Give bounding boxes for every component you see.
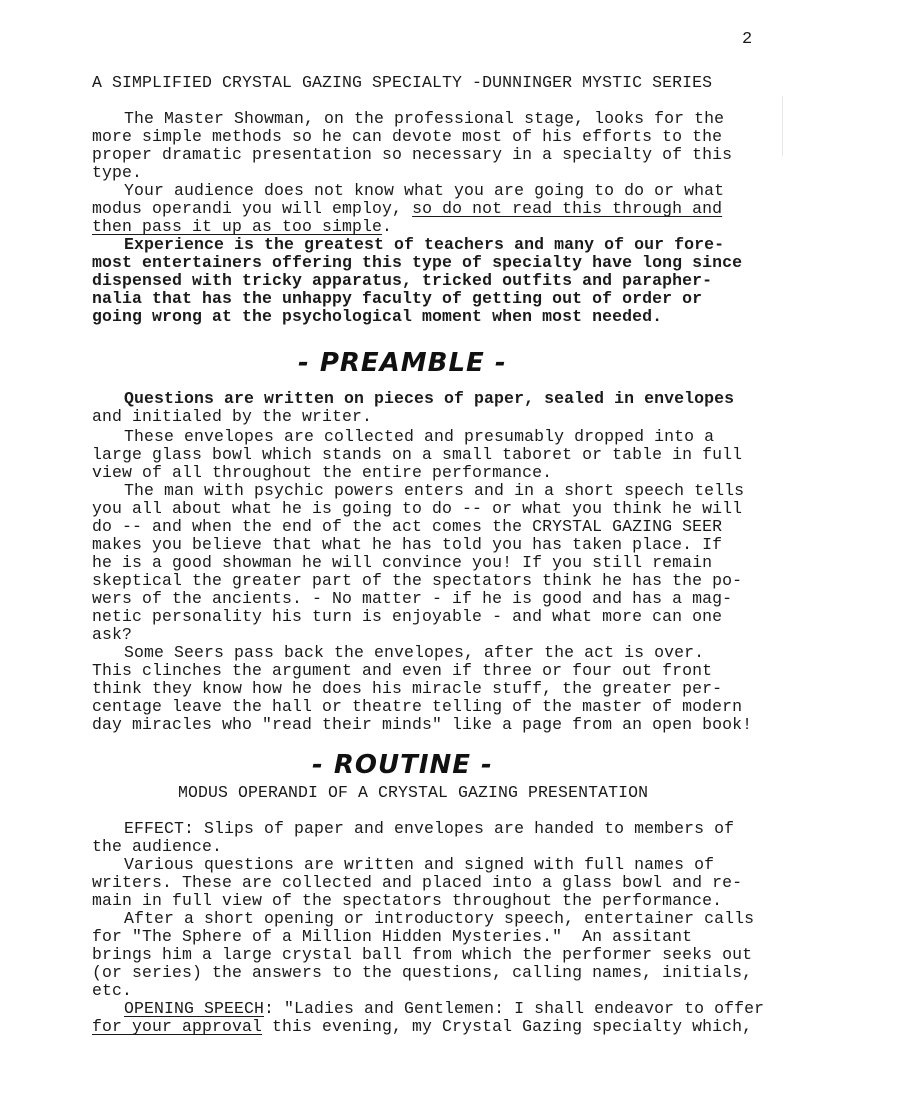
preamble-line: he is a good showman he will convince you! If you still remain [92,553,713,572]
bold-intro-line: going wrong at the psychological moment when most needed. [92,307,663,326]
intro-line: The Master Showman, on the professional stage, looks for the [124,109,725,128]
routine-line: brings him a large crystal ball from which the performer seeks out [92,945,753,964]
opening-speech-text: this evening, my Crystal Gazing specialty which, [262,1017,753,1036]
bold-intro-line: dispensed with tricky apparatus, tricked outfits and parapher- [92,271,713,290]
preamble-line: centage leave the hall or theatre telling of the master of modern [92,697,743,716]
underlined-emphasis: then pass it up as too simple [92,217,383,236]
preamble-line: These envelopes are collected and presumably dropped into a [124,427,715,446]
intro-line-mixed [92,200,722,218]
bold-intro-line: Experience is the greatest of teachers and many of our fore- [124,235,725,254]
preamble-line: skeptical the greater part of the spectators think he has the po- [92,571,743,590]
underlined-emphasis: so do not read this through and [412,199,723,218]
opening-speech-label: OPENING SPEECH [124,999,265,1018]
preamble-line: do -- and when the end of the act comes the CRYSTAL GAZING SEER [92,517,723,536]
preamble-line: view of all throughout the entire performance. [92,463,553,482]
bold-intro-line: most entertainers offering this type of specialty have long since [92,253,743,272]
preamble-line: large glass bowl which stands on a small taboret or table in full [92,445,743,464]
routine-line: writers. These are collected and placed into a glass bowl and re- [92,873,743,892]
preamble-line: netic personality his turn is enjoyable - and what more can one [92,607,723,626]
routine-line: main in full view of the spectators throughout the performance. [92,891,723,910]
routine-subtitle: MODUS OPERANDI OF A CRYSTAL GAZING PRESENTATION [178,783,649,802]
intro-line: type. [92,163,143,182]
intro-line: more simple methods so he can devote most of his efforts to the [92,127,723,146]
preamble-line: This clinches the argument and even if three or four out front [92,661,713,680]
routine-line: for "The Sphere of a Million Hidden Mysteries." An assitant [92,927,693,946]
routine-line: (or series) the answers to the questions, calling names, initials, [92,963,753,982]
bold-intro-line: nalia that has the unhappy faculty of getting out of order or [92,289,703,308]
preamble-line: day miracles who "read their minds" like a page from an open book! [92,715,753,734]
intro-text: . [382,217,393,236]
underlined-emphasis: for your approval [92,1017,263,1036]
preamble-line: think they know how he does his miracle stuff, the greater per- [92,679,723,698]
preamble-line: Some Seers pass back the envelopes, after the act is over. [124,643,705,662]
preamble-line: Questions are written on pieces of paper, sealed in envelopes [124,389,735,408]
opening-speech-line [124,1000,764,1018]
routine-line: EFFECT: Slips of paper and envelopes are handed to members of [124,819,735,838]
preamble-line: The man with psychic powers enters and in a short speech tells [124,481,745,500]
preamble-line: you all about what he is going to do -- or what you think he will [92,499,743,518]
opening-speech-line [92,1018,752,1036]
preamble-heading: - PREAMBLE - [298,348,507,378]
preamble-line: ask? [92,625,133,644]
series-title: A SIMPLIFIED CRYSTAL GAZING SPECIALTY -DUNNINGER MYSTIC SERIES [92,73,713,92]
opening-speech-text: : "Ladies and Gentlemen: I shall endeavor to offer [264,999,765,1018]
preamble-line: and initialed by the writer. [92,407,373,426]
routine-line: etc. [92,981,133,1000]
intro-line-mixed [92,218,392,236]
margin-rule [782,96,783,156]
routine-line: Various questions are written and signed with full names of [124,855,715,874]
routine-line: After a short opening or introductory speech, entertainer calls [124,909,755,928]
routine-heading: - ROUTINE - [312,750,493,780]
intro-text: modus operandi you will employ, [92,199,413,218]
preamble-line: wers of the ancients. - No matter - if he is good and has a mag- [92,589,733,608]
page-number: 2 [742,30,753,49]
intro-line: proper dramatic presentation so necessary in a specialty of this [92,145,733,164]
routine-line: the audience. [92,837,223,856]
preamble-line: makes you believe that what he has told you has taken place. If [92,535,723,554]
intro-line: Your audience does not know what you are going to do or what [124,181,725,200]
